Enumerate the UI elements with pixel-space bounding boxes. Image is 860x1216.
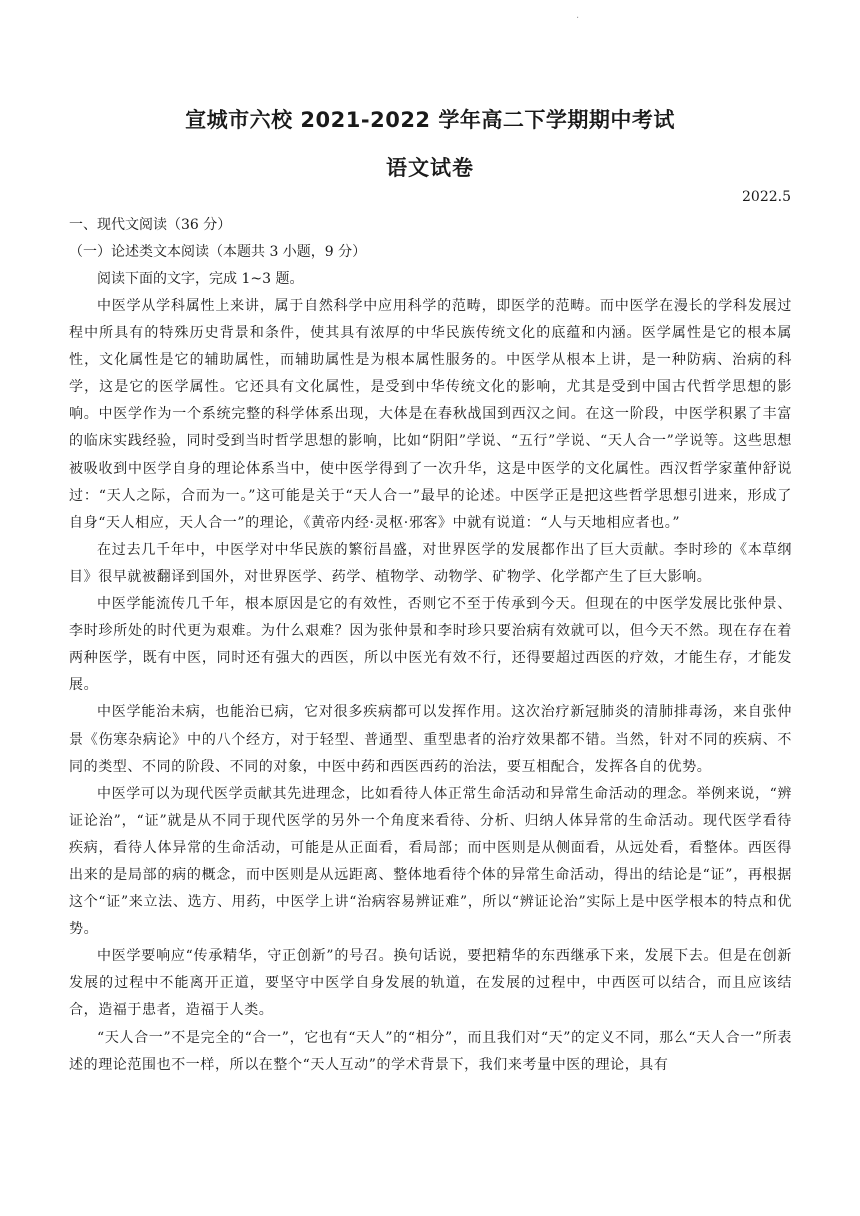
exam-body	[69, 212, 792, 1079]
passage-paragraph-6: 中医学要响应“传承精华，守正创新”的号召。换句话说，要把精华的东西继承下来，发展下去。但是在创新发展的过程中不能离开正道，要坚守中医学自身发展的轨道，在发展的过程中，中西医可以结合，而且应该结合，造福于患者，造福于人类。	[69, 948, 792, 1019]
subsection-heading: （一）论述类文本阅读（本题共 3 小题，9 分）	[69, 244, 367, 260]
passage-paragraph-2: 在过去几千年中，中医学对中华民族的繁衍昌盛，对世界医学的发展都作出了巨大贡献。李时珍的《本草纲目》很早就被翻译到国外，对世界医学、药学、植物学、动物学、矿物学、化学都产生了巨大影响。	[69, 541, 792, 585]
passage-paragraph-1: 中医学从学科属性上来讲，属于自然科学中应用科学的范畴，即医学的范畴。而中医学在漫长的学科发展过程中所具有的特殊历史背景和条件，使其具有浓厚的中华民族传统文化的底蕴和内涵。医学属性是它的根本属性，文化属性是它的辅助属性，而辅助属性是为根本属性服务的。中医学从根本上讲，是一种防病、治病的科学，这是它的医学属性。它还具有文化属性，是受到中华传统文化的影响，尤其是受到中国古代哲学思想的影响。中医学作为一个系统完整的科学体系出现，大体是在春秋战国到西汉之间。在这一阶段，中医学积累了丰富的临床实践经验，同时受到当时哲学思想的影响，比如“阴阳”学说、“五行”学说、“天人合一”学说等。这些思想被吸收到中医学自身的理论体系当中，使中医学得到了一次升华，这是中医学的文化属性。西汉哲学家董仲舒说过：“天人之际，合而为一。”这可能是关于“天人合一”最早的论述。中医学正是把这些哲学思想引进来，形成了自身“天人相应，天人合一”的理论，《黄帝内经·灵枢·邪客》中就有说道：“人与天地相应者也。”	[69, 298, 792, 531]
header-dot: .	[576, 10, 580, 21]
passage-paragraph-5: 中医学可以为现代医学贡献其先进理念，比如看待人体正常生命活动和异常生命活动的理念。举例来说，“辨证论治”，“证”就是从不同于现代医学的另外一个角度来看待、分析、归纳人体异常的生命活动。现代医学看待疾病，看待人体异常的生命活动，可能是从正面看，看局部；而中医则是从侧面看，从远处看，看整体。西医得出来的是局部的病的概念，而中医则是从远距离、整体地看待个体的异常生命活动，得出的结论是“证”，再根据这个“证”来立法、选方、用药，中医学上讲“治病容易辨证难”，所以“辨证论治”实际上是中医学根本的特点和优势。	[69, 785, 792, 938]
passage-paragraph-4: 中医学能治未病，也能治已病，它对很多疾病都可以发挥作用。这次治疗新冠肺炎的清肺排毒汤，来自张仲景《伤寒杂病论》中的八个经方，对于轻型、普通型、重型患者的治疗效果都不错。当然，针对不同的疾病、不同的类型、不同的阶段、不同的对象，中医中药和西医西药的治法，要互相配合，发挥各自的优势。	[69, 704, 792, 775]
exam-title: 宣城市六校 2021-2022 学年高二下学期期中考试	[185, 108, 675, 132]
passage-paragraph-7: “天人合一”不是完全的“合一”，它也有“天人”的“相分”，而且我们对“天”的定义不同，那么“天人合一”所表述的理论范围也不一样，所以在整个“天人互动”的学术背景下，我们来考量中医的理论，具有	[69, 1029, 792, 1073]
section-heading: 一、现代文阅读（36 分）	[69, 217, 232, 233]
reading-instruction: 阅读下面的文字，完成 1~3 题。	[97, 271, 304, 287]
exam-subtitle: 语文试卷	[386, 156, 474, 180]
passage-paragraph-3: 中医学能流传几千年，根本原因是它的有效性，否则它不至于传承到今天。但现在的中医学发展比张仲景、李时珍所处的时代更为艰难。为什么艰难？因为张仲景和李时珍只要治病有效就可以，但今天不然。现在存在着两种医学，既有中医，同时还有强大的西医，所以中医光有效不行，还得要超过西医的疗效，才能生存，才能发展。	[69, 596, 792, 694]
exam-date: 2022.5	[742, 189, 791, 205]
